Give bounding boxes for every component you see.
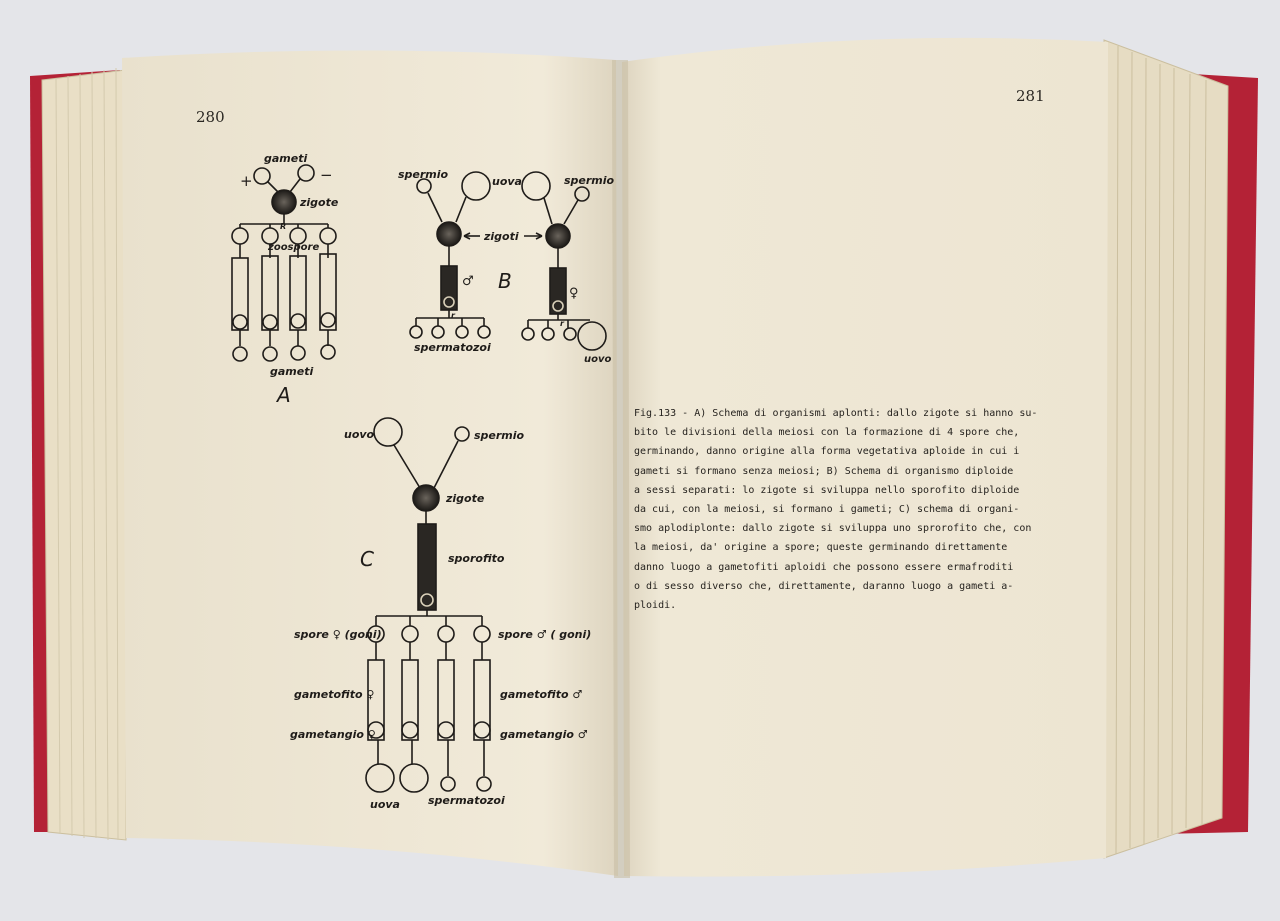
c-uovo: uovo [344, 428, 375, 441]
c-label: C [360, 547, 374, 571]
c-spermio: spermio [474, 429, 525, 442]
c-gametangio-female: gametangio ♀ [290, 728, 376, 741]
a-zoospore: zoospore [268, 242, 320, 253]
b-female-symbol: ♀ [569, 286, 579, 301]
left-page-number: 280 [196, 108, 225, 126]
caption-line: la meiosi, da' origine a spore; queste germinando direttamente [634, 542, 1008, 554]
b-uova: uova [492, 175, 522, 188]
caption-line: bito le divisioni della meiosi con la formazione di 4 spore che, [634, 427, 1020, 439]
c-gametofito-male: gametofito ♂ [500, 688, 583, 701]
caption-line: o di sesso diverso che, direttamente, daranno luogo a gameti a- [634, 580, 1014, 592]
b-uovo: uovo [584, 354, 612, 365]
caption-line: germinando, danno origine alla forma vegetativa aploide in cui i [634, 446, 1020, 458]
caption-line: a sessi separati: lo zigote si sviluppa nello sporofito diploide [634, 484, 1020, 496]
left-page-edges [42, 68, 126, 840]
caption-line: danno luogo a gametofiti aploidi che possono essere ermafroditi [634, 561, 1014, 573]
b-spermatozoi: spermatozoi [414, 341, 491, 354]
b-spermio-left: spermio [398, 168, 449, 181]
b-spermio-right: spermio [564, 174, 615, 187]
gutter-shadow [612, 60, 630, 878]
b-r-right: r [560, 319, 564, 328]
a-gameti-bottom: gameti [270, 365, 314, 378]
b-male-symbol: ♂ [462, 274, 474, 289]
right-page-edges [1104, 40, 1228, 858]
c-spore-male: spore ♂ ( goni) [498, 628, 592, 641]
caption-line: smo aplodiplonte: dallo zigote si sviluppa uno sprorofito che, con [634, 523, 1032, 535]
c-gametofito-female: gametofito ♀ [294, 688, 375, 701]
a-minus: − [320, 166, 333, 184]
caption-line: da cui, con la meiosi, si formano i gameti; C) schema di organi- [634, 504, 1020, 516]
a-gameti-top: gameti [264, 152, 308, 165]
a-label: A [277, 383, 291, 407]
c-gametangio-male: gametangio ♂ [500, 728, 588, 741]
c-sporofito: sporofito [448, 552, 505, 565]
a-zigote: zigote [300, 196, 339, 209]
c-spore-female: spore ♀ (goni) [294, 628, 382, 641]
right-page-number: 281 [1016, 87, 1045, 105]
b-zigoti: zigoti [484, 230, 519, 243]
c-zigote: zigote [446, 492, 485, 505]
a-r-mark: R [280, 222, 287, 231]
b-label: B [498, 269, 512, 293]
c-spermatozoi: spermatozoi [428, 794, 505, 807]
figure-caption [634, 404, 1038, 615]
b-r-left: r [451, 311, 455, 320]
caption-line: ploidi. [634, 600, 677, 612]
c-uova: uova [370, 798, 400, 811]
caption-line: gameti si formano senza meiosi; B) Schema di organismo diploide [634, 465, 1014, 477]
caption-line: Fig.133 - A) Schema di organismi aplonti: dallo zigote si hanno su- [634, 408, 1038, 419]
a-plus: + [240, 172, 253, 190]
